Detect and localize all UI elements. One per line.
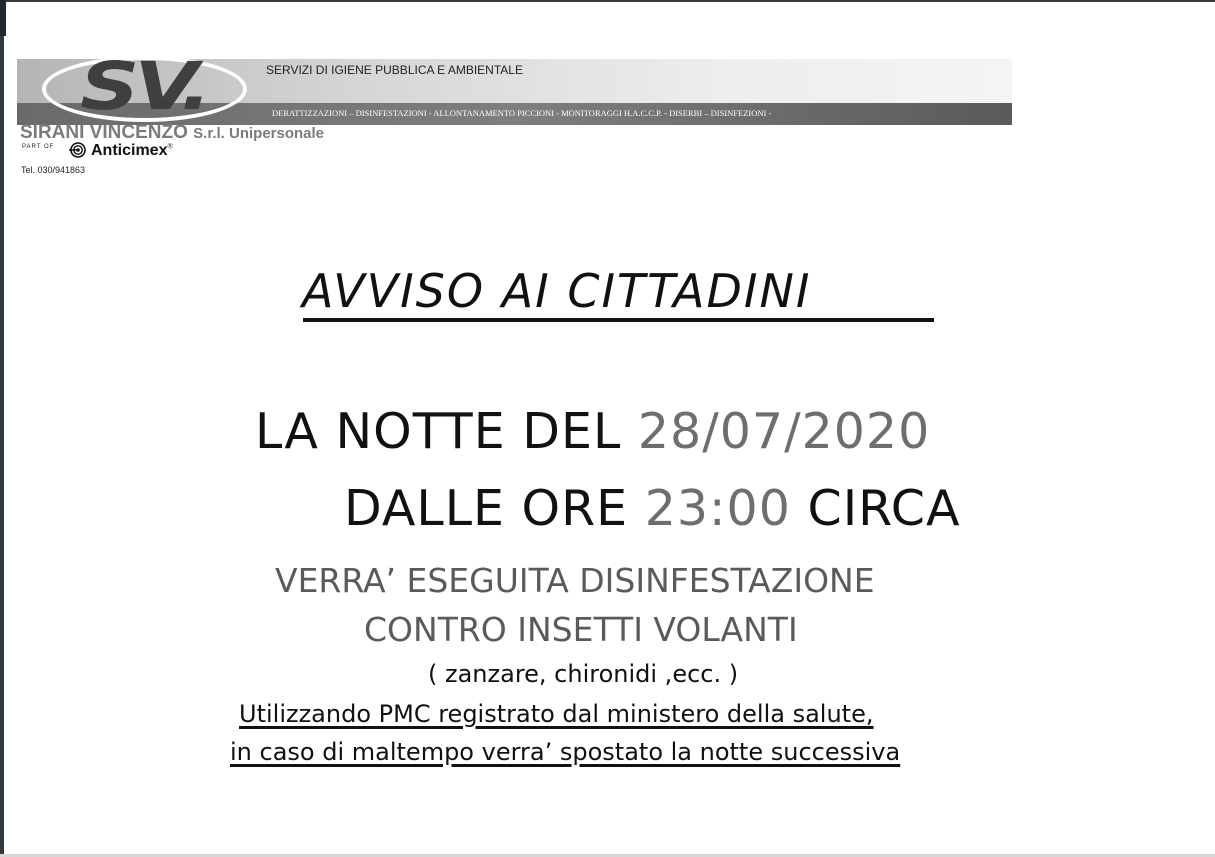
scan-top-edge	[0, 0, 1215, 2]
company-name	[20, 122, 324, 144]
anticimex-logo-icon	[68, 142, 88, 158]
event-date: 28/07/2020	[637, 403, 931, 460]
letterhead-services: DERATTIZZAZIONI – DISINFESTAZIONI - ALLONTANAMENTO PICCIONI - MONITORAGGI H.A.C.C.P. - DISERBI – DISINFEZIONI -	[272, 108, 772, 118]
notice-date-line	[255, 403, 930, 460]
event-time: 23:00	[644, 480, 791, 537]
notice-title: AVVISO AI CITTADINI	[302, 264, 812, 318]
company-name-text: SIRANI VINCENZO	[20, 122, 188, 143]
time-suffix: CIRCA	[790, 480, 961, 537]
sv-logo-icon	[30, 48, 260, 125]
time-prefix: DALLE ORE	[344, 480, 645, 537]
notice-time-line	[344, 480, 961, 537]
notice-title-underline	[303, 318, 934, 322]
registered-mark: ®	[167, 143, 173, 151]
company-suffix: S.r.l. Unipersonale	[193, 125, 325, 142]
sv-logo-letters: SV.	[80, 48, 207, 125]
date-prefix: LA NOTTE DEL	[255, 403, 638, 460]
notice-insects-line: ( zanzare, chironidi ,ecc. )	[428, 660, 739, 688]
scan-corner-shadow	[0, 0, 6, 36]
partner-brand	[91, 142, 173, 160]
partner-name: Anticimex	[91, 142, 168, 159]
notice-product-line: Utilizzando PMC registrato dal ministero della salute,	[239, 700, 874, 728]
part-of-label: PART OF	[22, 144, 55, 150]
scan-left-edge	[0, 0, 4, 857]
phone-number: Tel. 030/941863	[21, 165, 86, 175]
letterhead-title: SERVIZI DI IGIENE PUBBLICA E AMBIENTALE	[266, 63, 523, 77]
notice-action-line: VERRA’ ESEGUITA DISINFESTAZIONE	[275, 561, 875, 600]
notice-weather-line: in caso di maltempo verra’ spostato la notte successiva	[230, 738, 901, 766]
notice-target-line: CONTRO INSETTI VOLANTI	[364, 610, 798, 649]
